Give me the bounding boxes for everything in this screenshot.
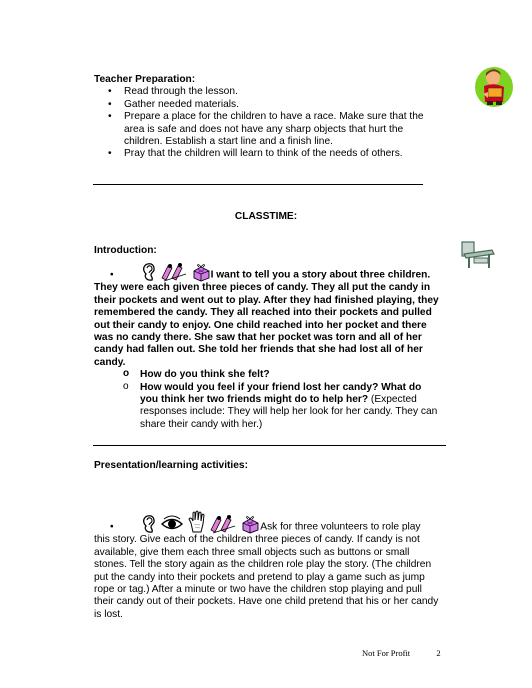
question-text: How would you feel if your friend lost her candy? What do you think her two friends might do to help her? (140, 381, 422, 406)
divider (93, 184, 423, 185)
teacher-prep-item: • Gather needed materials. (94, 99, 424, 111)
introduction-heading: Introduction: (94, 245, 157, 256)
eye-icon (160, 514, 184, 534)
sensory-icons (125, 262, 211, 282)
presentation-activity: Ask for three volunteers to role play this story. Give each of the children three pieces of candy. If candy is not available, give them each three small objects such as buttons or small stones. Tell the story again as the children role play the story. (The children put the candy into their pockets and pretend to play a game such as jump rope or tag.) After a minute or two have the children stop playing and pull their candy out of their pockets. Have one child pretend that his or her candy is lost. (94, 522, 439, 620)
classtime-heading: CLASSTIME: (234, 211, 298, 222)
child-with-book-icon (474, 64, 514, 113)
ear-icon (141, 514, 157, 534)
question-item (122, 382, 439, 432)
teacher-prep-list (94, 86, 424, 160)
presentation-activity-paragraph: • Ask for three volunteers to role play this story. Give each of the children three pieces of candy. If candy is not available, give them each three small objects such as buttons or small stones. Tell the story again as the children role play the story. (The children put the candy into their pockets and pretend to play a game such as jump rope or tag.) After a minute or two have the children stop playing and pull their candy out of their pockets. Have one child pretend that his or her candy is lost. (94, 510, 439, 621)
introduction-section (94, 245, 439, 431)
question-item: o How do you think she felt? (122, 369, 439, 381)
teacher-prep-heading: Teacher Preparation: (94, 74, 196, 85)
presentation-section (94, 460, 439, 621)
teacher-prep-item: • Prepare a place for the children to have a race. Make sure that the area is safe and does not have any sharp objects that hurt the children. Establish a start line and a finish line. (94, 111, 424, 148)
question-note: (Expected responses include: They will help her look for her candy. They can share their candy with her.) (140, 394, 438, 430)
gift-icon (240, 514, 260, 534)
introduction-story-paragraph: • I want to tell you a story about three children. They were each given three pieces of candy. They all put the candy in their pockets and went out to play. After they had finished playing, they remembered the candy. They all reached into their pockets and pulled out their candy to enjoy. One child reached into her pocket and there was no candy there. She saw that her pocket was torn and all of her candy had fallen out. She told her friends that she had lost all of her candy. (94, 262, 439, 369)
gift-icon (191, 262, 211, 282)
presentation-heading: Presentation/learning activities: (94, 460, 248, 471)
teacher-prep-section (94, 74, 424, 161)
footer (362, 648, 441, 658)
divider (93, 445, 446, 446)
teacher-prep-item: • Pray that the children will learn to think of the needs of others. (94, 148, 424, 160)
hand-icon (187, 510, 207, 534)
introduction-questions (94, 369, 439, 431)
page-number: 2 (436, 648, 441, 658)
desk-icon (460, 240, 496, 275)
sensory-icons (125, 510, 260, 534)
teacher-prep-item: • Read through the lesson. (94, 86, 424, 98)
ear-icon (141, 262, 157, 282)
birds-icon (160, 262, 188, 282)
footer-text: Not For Profit (362, 648, 411, 658)
birds-icon (209, 514, 237, 534)
introduction-story: I want to tell you a story about three children. They were each given three pieces of candy. They all put the candy in their pockets and went out to play. After they had finished playing, they remembered the candy. They all reached into their pockets and pulled out their candy to enjoy. One child reached into her pocket and there was no candy there. She saw that her pocket was torn and all of her candy had fallen out. She told her friends that she had lost all of her candy. (94, 270, 439, 368)
